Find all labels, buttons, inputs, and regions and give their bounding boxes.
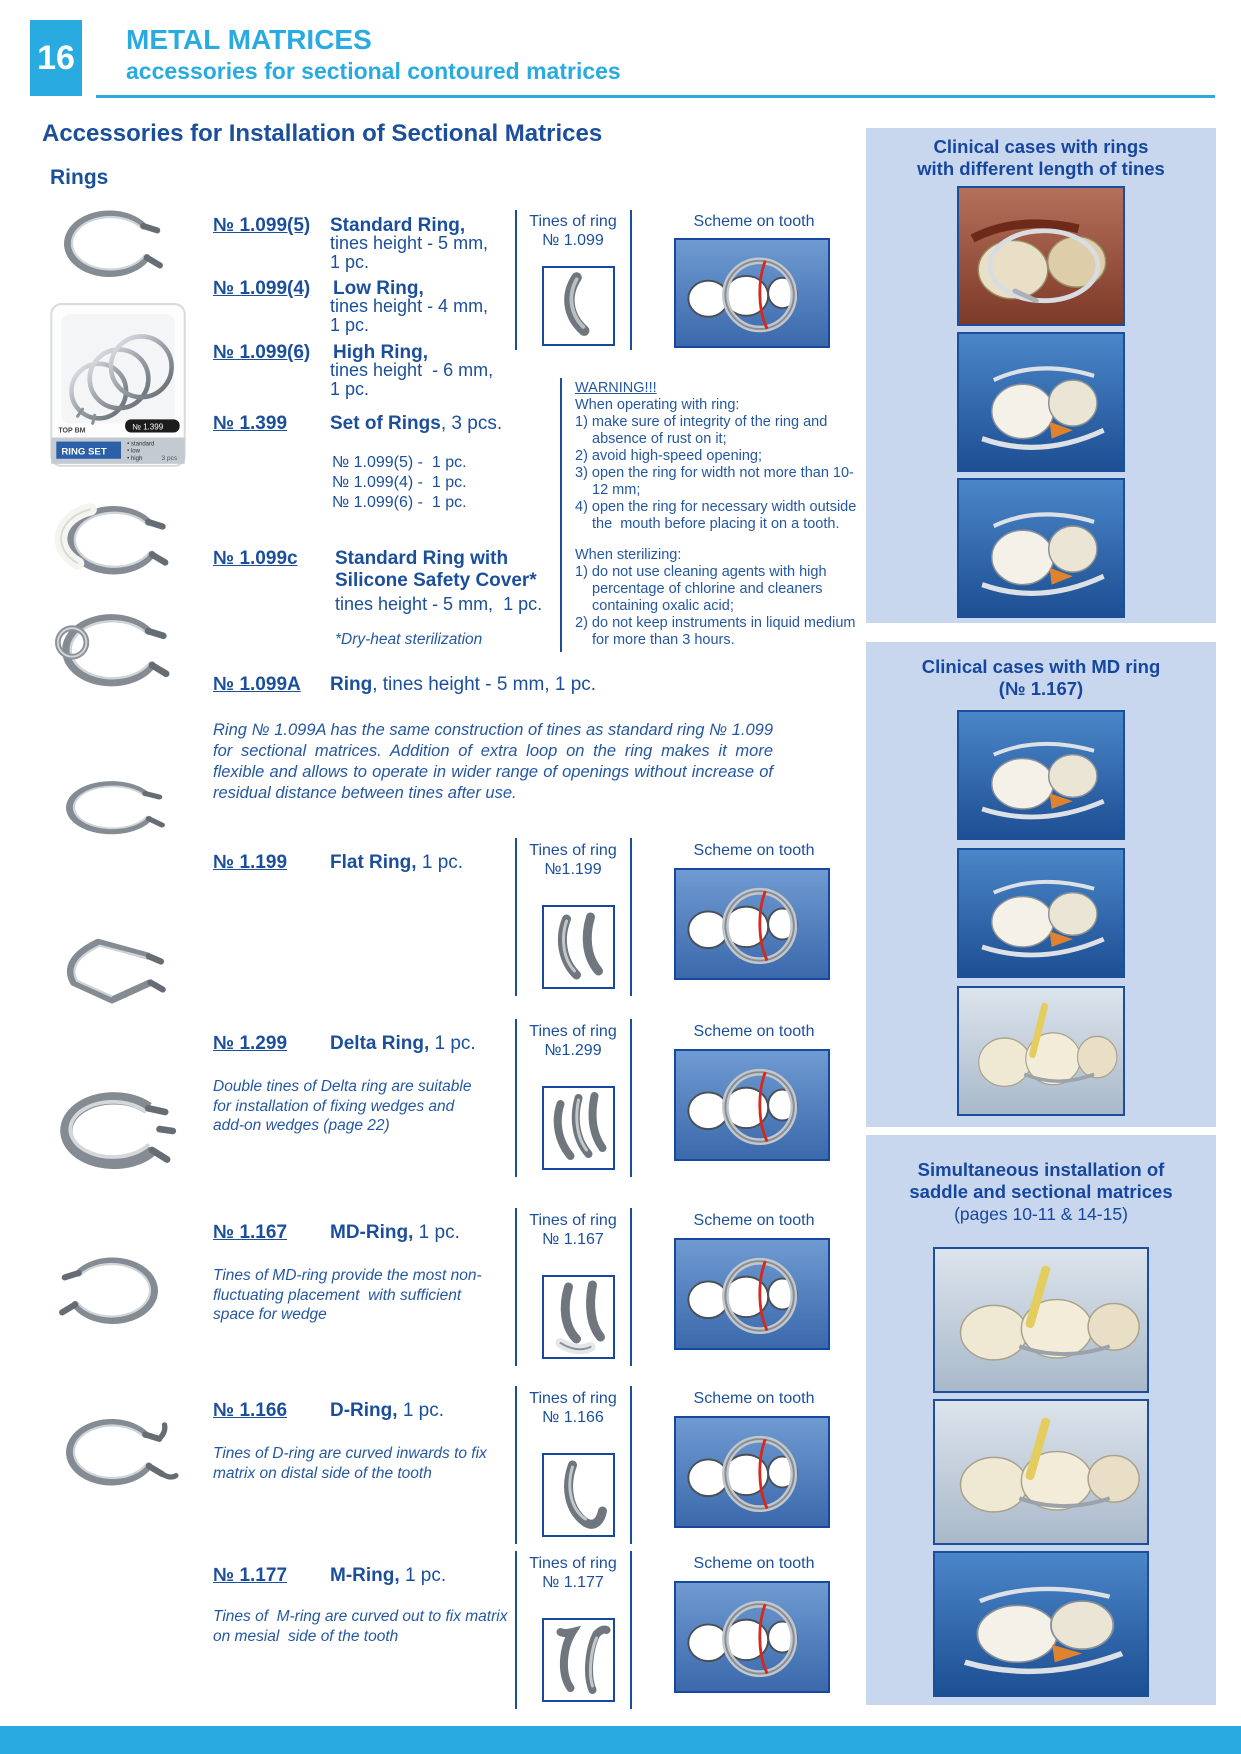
panel-title-line: Clinical cases with MD ring [921, 656, 1161, 677]
page-subtitle: accessories for sectional contoured matrices [126, 58, 621, 84]
package-option-low: • low [127, 448, 140, 455]
photo-md-ring [36, 1082, 188, 1180]
tines-code: № 1.167 [542, 1231, 604, 1248]
ring-qty: 1 pc. [434, 1033, 476, 1054]
scheme-image-1177 [674, 1581, 830, 1693]
scheme-image-1167 [674, 1238, 830, 1350]
package-option-high: • high [127, 455, 143, 462]
scheme-image-1199 [674, 868, 830, 980]
warning-divider-line [560, 378, 562, 652]
tines-image-1177 [542, 1618, 615, 1702]
clinical-photo [957, 986, 1125, 1116]
photo-ring-silicone-cover [40, 495, 188, 585]
clinical-photo [957, 332, 1125, 472]
tines-label: Tines of ring [529, 1212, 617, 1229]
photo-standard-ring [40, 196, 180, 291]
clinical-photo [933, 1551, 1149, 1697]
ring-1099a-description: Ring № 1.099A has the same construction of tines as standard ring № 1.099 for sectional matrices. Addition of extra loop on the ring makes it more flexible and allows to operate in wider range of openings without increase of residual distance between tines after use. [213, 721, 778, 802]
ring-name: M-Ring, [330, 1565, 400, 1586]
product-code-1099-6: № 1.099(6) [213, 342, 311, 363]
warning-operating-heading: When operating with ring: [575, 397, 740, 413]
clinical-photo [957, 186, 1125, 326]
product-name-high-ring: High Ring, [333, 342, 428, 363]
product-code-1099-5: № 1.099(5) [213, 215, 311, 236]
clinical-photo [933, 1399, 1149, 1545]
ring-qty: 1 pc. [418, 1222, 460, 1243]
product-name-d-ring [330, 1400, 444, 1422]
tines-code: № 1.177 [542, 1574, 604, 1591]
product-qty: 1 pc. [330, 252, 370, 272]
tines-code: №1.199 [544, 861, 602, 878]
header-rule [96, 95, 1215, 98]
divider-line [630, 838, 632, 996]
clinical-photo [957, 848, 1125, 978]
divider-line [515, 210, 517, 350]
tines-label: Tines of ring [529, 1023, 617, 1040]
ring-qty: 1 pc. [404, 1565, 447, 1586]
ring-name: Delta Ring, [330, 1033, 430, 1054]
tines-label: Tines of ring [529, 1555, 617, 1572]
scheme-image-1299 [674, 1049, 830, 1161]
m-ring-note: Tines of M-ring are curved out to fix matrix on mesial side of the tooth [213, 1608, 512, 1645]
sidebar-panel-simultaneous-installation [866, 1135, 1216, 1705]
ring-name: MD-Ring, [330, 1222, 414, 1243]
tines-label: Tines of ring [529, 1390, 617, 1407]
warning-item: 1) make sure of integrity of the ring and absence of rust on it; [575, 414, 828, 447]
dry-heat-note: *Dry-heat sterilization [335, 631, 483, 648]
package-option-standard: • standard [127, 441, 155, 448]
warning-item: 1) do not use cleaning agents with high percentage of chlorine and cleaners containing oxalic acid; [575, 564, 827, 614]
md-ring-note: Tines of MD-ring provide the most non-fluctuating placement with sufficient space for wedge [213, 1267, 482, 1323]
tines-code: № 1.166 [542, 1409, 604, 1426]
clinical-photo [957, 710, 1125, 840]
warning-block [575, 380, 867, 649]
panel-title-pages: (pages 10-11 & 14-15) [954, 1204, 1128, 1224]
product-line: tines height - 5 mm, 1 pc. [335, 594, 543, 614]
product-name-low-ring: Low Ring, [333, 278, 424, 299]
scheme-label: Scheme on tooth [693, 213, 815, 230]
sidebar-panel-clinical-md-ring [866, 642, 1216, 1127]
product-name-standard-ring: Standard Ring, [330, 215, 466, 236]
photo-ring-extra-loop [36, 600, 188, 700]
sidebar-panel-clinical-tines [866, 128, 1216, 623]
product-name-silicone-cover-2: Silicone Safety Cover* [335, 570, 537, 591]
product-line: tines height - 5 mm, [330, 233, 489, 253]
divider-line [515, 1551, 517, 1709]
tines-image-1199 [542, 905, 615, 989]
panel-title-line: with different length of tines [917, 158, 1165, 179]
product-name-delta-ring [330, 1033, 476, 1055]
tines-image-1167 [542, 1275, 615, 1359]
warning-item: 3) open the ring for width not more than 10-12 mm; [575, 465, 854, 498]
tines-image-1166 [542, 1453, 615, 1537]
product-line: tines height - 6 mm, [330, 360, 494, 380]
package-brand: TOP BM [58, 427, 86, 435]
set-content-line: № 1.099(4) - 1 pc. [332, 474, 467, 491]
divider-line [630, 1386, 632, 1544]
product-code-1099-4: № 1.099(4) [213, 278, 311, 299]
product-code-1177: № 1.177 [213, 1565, 288, 1586]
photo-d-ring [42, 1243, 182, 1338]
ring-qty: 1 pc. [421, 852, 464, 873]
delta-ring-note: Double tines of Delta ring are suitable for installation of fixing wedges and add-on wedges (page 22) [213, 1078, 472, 1134]
product-name-ring-1099a [330, 674, 596, 696]
product-name-md-ring [330, 1222, 460, 1244]
tines-image-1099 [542, 266, 615, 346]
divider-line [630, 1208, 632, 1366]
product-code-1167: № 1.167 [213, 1222, 288, 1243]
clinical-photo [957, 478, 1125, 618]
d-ring-note: Tines of D-ring are curved inwards to fix matrix on distal side of the tooth [213, 1445, 487, 1482]
product-code-1199: № 1.199 [213, 852, 288, 873]
warning-title: WARNING!!! [575, 380, 657, 396]
product-name-silicone-cover-1: Standard Ring with [335, 548, 509, 569]
product-code-1099c: № 1.099c [213, 548, 298, 569]
page-number: 16 [37, 38, 75, 77]
panel-title-line: (№ 1.167) [998, 678, 1084, 699]
product-name-flat-ring [330, 852, 463, 874]
panel-title-line: Simultaneous installation of [917, 1159, 1165, 1180]
ring-qty: 1 pc. [402, 1400, 445, 1421]
set-content-line: № 1.099(6) - 1 pc. [332, 494, 467, 511]
scheme-label: Scheme on tooth [693, 1555, 815, 1572]
set-name: Set of Rings [330, 413, 441, 434]
scheme-image-1099 [674, 238, 830, 348]
package-badge: № 1.399 [132, 422, 164, 432]
ring-name: Flat Ring, [330, 852, 417, 873]
warning-item: 2) do not keep instruments in liquid medium for more than 3 hours. [575, 615, 856, 648]
package-qty: 3 pcs [161, 454, 178, 462]
scheme-label: Scheme on tooth [693, 842, 815, 859]
tines-label: Tines of ring [529, 842, 617, 859]
panel-title-line: saddle and sectional matrices [909, 1181, 1173, 1202]
product-qty: 1 pc. [330, 379, 370, 399]
product-code-1399: № 1.399 [213, 413, 288, 434]
main-heading: Accessories for Installation of Sectional Matrices [42, 120, 603, 147]
divider-line [515, 1208, 517, 1366]
divider-line [515, 838, 517, 996]
scheme-label: Scheme on tooth [693, 1023, 815, 1040]
product-line: tines height - 4 mm, [330, 296, 489, 316]
product-name-set-of-rings [330, 413, 502, 435]
tines-label: Tines of ring [529, 213, 617, 230]
warning-item: 4) open the ring for necessary width outside the mouth before placing it on a tooth. [575, 499, 861, 532]
package-label: RING SET [61, 446, 107, 458]
divider-line [515, 1386, 517, 1544]
divider-line [630, 210, 632, 350]
set-content-line: № 1.099(5) - 1 pc. [332, 454, 467, 471]
scheme-label: Scheme on tooth [693, 1212, 815, 1229]
product-qty: 1 pc. [330, 315, 370, 335]
page-title: METAL MATRICES [126, 24, 372, 55]
scheme-image-1166 [674, 1416, 830, 1528]
photo-flat-ring [42, 760, 182, 855]
photo-m-ring [42, 1403, 182, 1501]
warning-item: 2) avoid high-speed opening; [575, 448, 763, 464]
scheme-label: Scheme on tooth [693, 1390, 815, 1407]
footer-bar [0, 1726, 1241, 1754]
product-name-m-ring [330, 1565, 446, 1587]
page-number-box [30, 20, 82, 96]
panel-title-line: Clinical cases with rings [933, 136, 1149, 157]
product-code-1299: № 1.299 [213, 1033, 288, 1054]
tines-code: № 1.099 [542, 232, 604, 249]
divider-line [515, 1019, 517, 1177]
divider-line [630, 1551, 632, 1709]
photo-ring-set-package [48, 298, 188, 480]
product-code-1166: № 1.166 [213, 1400, 288, 1421]
section-label-rings: Rings [50, 166, 109, 189]
tines-image-1299 [542, 1086, 615, 1170]
ring-name: D-Ring, [330, 1400, 398, 1421]
tines-code: №1.299 [544, 1042, 602, 1059]
product-code-1099a: № 1.099A [213, 674, 301, 695]
clinical-photo [933, 1247, 1149, 1393]
warning-sterilizing-heading: When sterilizing: [575, 547, 682, 563]
ring-name: Ring [330, 674, 373, 695]
divider-line [630, 1019, 632, 1177]
ring-rest: , tines height - 5 mm, 1 pc. [372, 674, 597, 695]
photo-delta-ring [42, 926, 182, 1018]
set-qty: , 3 pcs. [440, 413, 503, 434]
